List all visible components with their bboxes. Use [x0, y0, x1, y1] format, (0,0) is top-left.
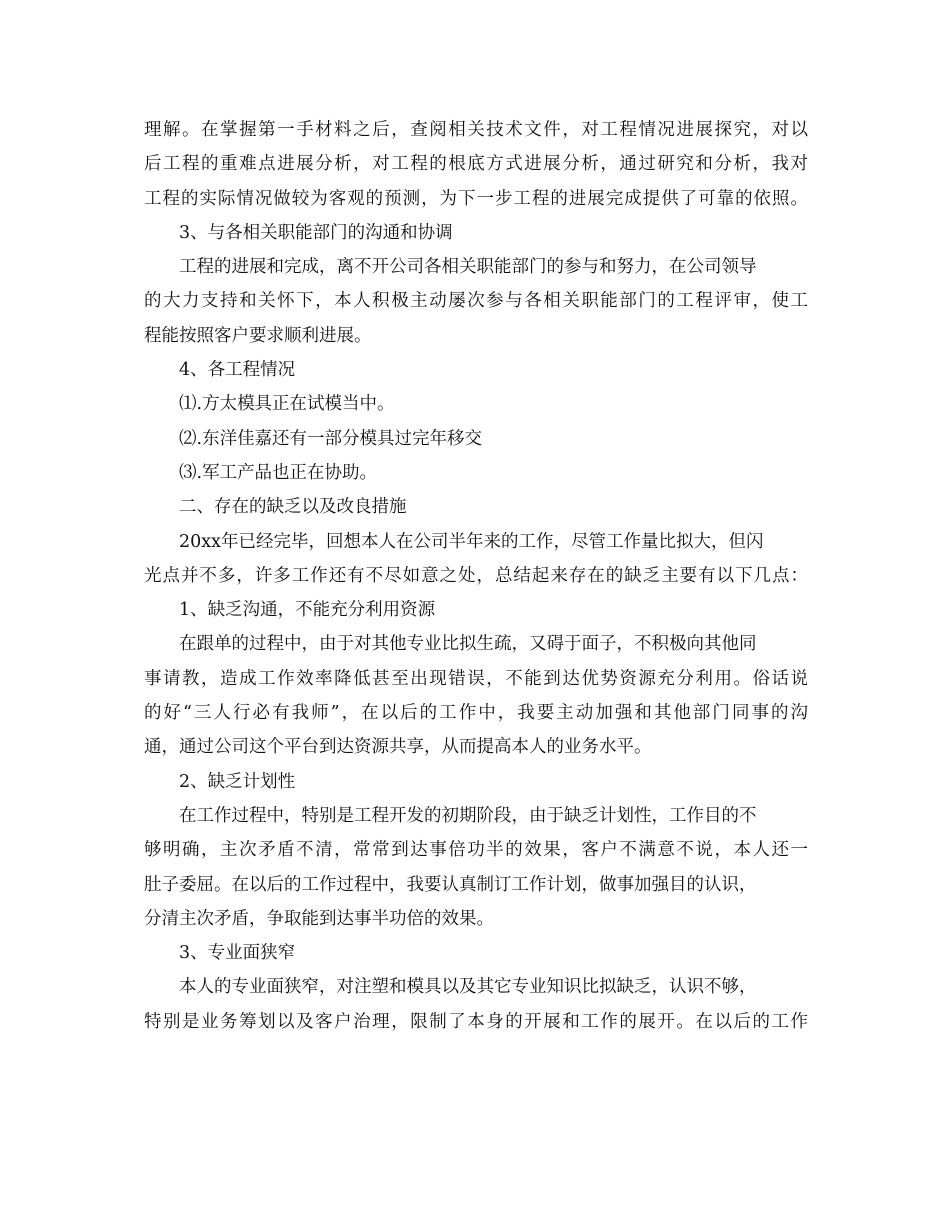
- paragraph-line: 事请教，造成工作效率降低甚至出现错误，不能到达优势资源充分利用。俗话说: [144, 668, 808, 689]
- paragraph-line: 的大力支持和关怀下，本人积极主动屡次参与各相关职能部门的工程评审，使工: [144, 291, 808, 312]
- document-body: [144, 113, 808, 1039]
- section-heading: 2、缺乏计划性: [179, 771, 296, 792]
- paragraph-line: 特别是业务筹划以及客户治理，限制了本身的开展和工作的展开。在以后的工作: [144, 1011, 808, 1032]
- section-heading: 1、缺乏沟通，不能充分利用资源: [179, 600, 436, 621]
- paragraph-line: 通，通过公司这个平台到达资源共享，从而提高本人的业务水平。: [144, 737, 652, 758]
- paragraph-line: 在跟单的过程中，由于对其他专业比拟生疏，又碍于面子，不积极向其他同: [179, 634, 757, 655]
- paragraph-line: 工程的实际情况做较为客观的预测，为下一步工程的进展完成提供了可靠的依照。: [144, 188, 808, 209]
- section-heading: 二、存在的缺乏以及改良措施: [179, 497, 407, 518]
- paragraph-line: 本人的专业面狭窄，对注塑和模具以及其它专业知识比拟缺乏，认识不够，: [179, 977, 757, 998]
- list-item: ⑴.方太模具正在试模当中。: [179, 394, 395, 415]
- list-item: ⑶.军工产品也正在协助。: [179, 462, 378, 483]
- paragraph-line: 在工作过程中，特别是工程开发的初期阶段，由于缺乏计划性，工作目的不: [179, 805, 757, 826]
- section-heading: 4、各工程情况: [179, 360, 296, 381]
- paragraph-line: 后工程的重难点进展分析，对工程的根底方式进展分析，通过研究和分析，我对: [144, 154, 808, 175]
- paragraph-line: 的好“三人行必有我师”，在以后的工作中，我要主动加强和其他部门同事的沟: [144, 703, 808, 724]
- paragraph-line: 光点并不多，许多工作还有不尽如意之处，总结起来存在的缺乏主要有以下几点：: [144, 565, 808, 586]
- section-heading: 3、专业面狭窄: [179, 943, 296, 964]
- paragraph-line: 20xx年已经完毕，回想本人在公司半年来的工作，尽管工作量比拟大，但闪: [179, 531, 764, 552]
- paragraph-line: 程能按照客户要求顺利进展。: [144, 325, 372, 346]
- paragraph-line: 工程的进展和完成，离不开公司各相关职能部门的参与和努力，在公司领导: [179, 257, 757, 278]
- paragraph-line: 分清主次矛盾，争取能到达事半功倍的效果。: [144, 908, 494, 929]
- section-heading: 3、与各相关职能部门的沟通和协调: [179, 222, 453, 243]
- list-item: ⑵.东洋佳嘉还有一部分模具过完年移交: [179, 428, 483, 449]
- paragraph-line: 理解。在掌握第一手材料之后，查阅相关技术文件，对工程情况进展探究，对以: [144, 120, 808, 140]
- paragraph-line: 够明确，主次矛盾不清，常常到达事倍功半的效果，客户不满意不说，本人还一: [144, 840, 808, 861]
- paragraph-line: 肚子委屈。在以后的工作过程中，我要认真制订工作计划，做事加强目的认识，: [144, 874, 757, 895]
